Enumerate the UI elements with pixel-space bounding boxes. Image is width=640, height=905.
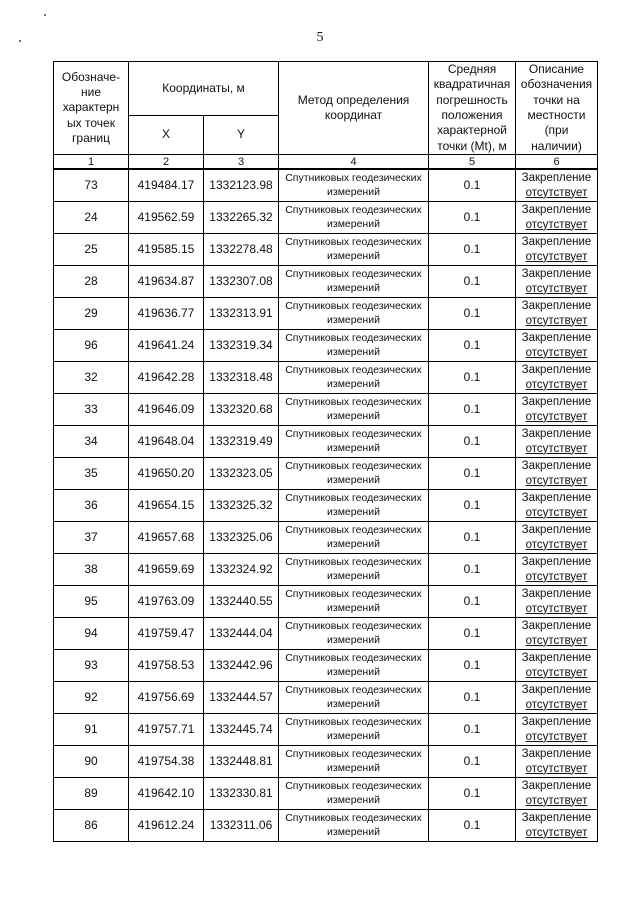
description-line-1: Закрепление — [521, 363, 592, 376]
description-line-2: отсутствует — [525, 506, 588, 519]
description-cell — [516, 458, 598, 490]
y-coordinate: 1332265.32 — [204, 202, 279, 234]
accuracy-cell: 0.1 — [429, 522, 516, 554]
column-number-row — [54, 155, 598, 170]
y-coordinate: 1332320.68 — [204, 394, 279, 426]
accuracy-cell: 0.1 — [429, 202, 516, 234]
table-row — [54, 490, 598, 522]
table-row — [54, 778, 598, 810]
y-coordinate: 1332325.06 — [204, 522, 279, 554]
description-line-1: Закрепление — [521, 523, 592, 536]
table-header — [54, 62, 598, 170]
x-coordinate: 419654.15 — [129, 490, 204, 522]
description-cell — [516, 202, 598, 234]
table-row — [54, 234, 598, 266]
description-cell — [516, 682, 598, 714]
accuracy-cell: 0.1 — [429, 650, 516, 682]
point-number: 33 — [54, 394, 129, 426]
point-number: 34 — [54, 426, 129, 458]
column-number: 6 — [516, 155, 598, 170]
description-line-1: Закрепление — [521, 299, 592, 312]
method-cell: Спутниковых геодезических измерений — [279, 169, 429, 202]
description-line-2: отсутствует — [525, 282, 588, 295]
description-line-1: Закрепление — [521, 715, 592, 728]
x-coordinate: 419612.24 — [129, 810, 204, 842]
accuracy-cell: 0.1 — [429, 810, 516, 842]
table-row — [54, 169, 598, 202]
description-line-1: Закрепление — [521, 779, 592, 792]
description-line-1: Закрепление — [521, 491, 592, 504]
point-number: 86 — [54, 810, 129, 842]
accuracy-cell: 0.1 — [429, 714, 516, 746]
y-coordinate: 1332319.34 — [204, 330, 279, 362]
x-coordinate: 419650.20 — [129, 458, 204, 490]
description-line-2: отсутствует — [525, 570, 588, 583]
description-cell — [516, 394, 598, 426]
x-coordinate: 419642.10 — [129, 778, 204, 810]
y-coordinate: 1332307.08 — [204, 266, 279, 298]
description-cell — [516, 426, 598, 458]
description-line-2: отсутствует — [525, 186, 588, 199]
method-cell: Спутниковых геодезических измерений — [279, 618, 429, 650]
table-row — [54, 394, 598, 426]
x-coordinate: 419562.59 — [129, 202, 204, 234]
method-cell: Спутниковых геодезических измерений — [279, 266, 429, 298]
description-line-2: отсутствует — [525, 378, 588, 391]
point-number: 89 — [54, 778, 129, 810]
table-row — [54, 330, 598, 362]
y-coordinate: 1332278.48 — [204, 234, 279, 266]
method-cell: Спутниковых геодезических измерений — [279, 778, 429, 810]
header-x: X — [129, 116, 204, 155]
accuracy-cell: 0.1 — [429, 362, 516, 394]
description-line-1: Закрепление — [521, 683, 592, 696]
description-cell — [516, 650, 598, 682]
method-cell: Спутниковых геодезических измерений — [279, 202, 429, 234]
accuracy-cell: 0.1 — [429, 266, 516, 298]
description-line-1: Закрепление — [521, 811, 592, 824]
accuracy-cell: 0.1 — [429, 426, 516, 458]
description-line-2: отсутствует — [525, 666, 588, 679]
accuracy-cell: 0.1 — [429, 490, 516, 522]
method-cell: Спутниковых геодезических измерений — [279, 234, 429, 266]
y-coordinate: 1332442.96 — [204, 650, 279, 682]
description-line-1: Закрепление — [521, 267, 592, 280]
method-cell: Спутниковых геодезических измерений — [279, 650, 429, 682]
method-cell: Спутниковых геодезических измерений — [279, 714, 429, 746]
y-coordinate: 1332440.55 — [204, 586, 279, 618]
description-line-2: отсутствует — [525, 730, 588, 743]
description-line-2: отсутствует — [525, 602, 588, 615]
x-coordinate: 419636.77 — [129, 298, 204, 330]
point-number: 32 — [54, 362, 129, 394]
description-line-1: Закрепление — [521, 619, 592, 632]
table-row — [54, 522, 598, 554]
y-coordinate: 1332311.06 — [204, 810, 279, 842]
description-line-2: отсутствует — [525, 698, 588, 711]
point-number: 37 — [54, 522, 129, 554]
point-number: 36 — [54, 490, 129, 522]
description-cell — [516, 522, 598, 554]
description-line-1: Закрепление — [521, 171, 592, 184]
column-number: 2 — [129, 155, 204, 170]
y-coordinate: 1332325.32 — [204, 490, 279, 522]
method-cell: Спутниковых геодезических измерений — [279, 554, 429, 586]
header-y: Y — [204, 116, 279, 155]
description-cell — [516, 810, 598, 842]
description-line-2: отсутствует — [525, 634, 588, 647]
description-line-1: Закрепление — [521, 395, 592, 408]
accuracy-cell: 0.1 — [429, 169, 516, 202]
description-line-1: Закрепление — [521, 587, 592, 600]
x-coordinate: 419754.38 — [129, 746, 204, 778]
point-number: 91 — [54, 714, 129, 746]
description-cell — [516, 266, 598, 298]
y-coordinate: 1332444.57 — [204, 682, 279, 714]
header-accuracy: Средняя квадратичная погрешность положения характерной точки (Mt), м — [429, 62, 516, 155]
scan-speck — [44, 14, 46, 16]
table-row — [54, 618, 598, 650]
accuracy-cell: 0.1 — [429, 394, 516, 426]
y-coordinate: 1332324.92 — [204, 554, 279, 586]
description-line-2: отсутствует — [525, 794, 588, 807]
page-number: 5 — [316, 30, 324, 45]
y-coordinate: 1332448.81 — [204, 746, 279, 778]
point-number: 73 — [54, 169, 129, 202]
table-row — [54, 266, 598, 298]
x-coordinate: 419641.24 — [129, 330, 204, 362]
point-number: 35 — [54, 458, 129, 490]
accuracy-cell: 0.1 — [429, 298, 516, 330]
method-cell: Спутниковых геодезических измерений — [279, 490, 429, 522]
description-line-1: Закрепление — [521, 459, 592, 472]
description-cell — [516, 778, 598, 810]
point-number: 90 — [54, 746, 129, 778]
x-coordinate: 419657.68 — [129, 522, 204, 554]
method-cell: Спутниковых геодезических измерений — [279, 810, 429, 842]
point-number: 28 — [54, 266, 129, 298]
table-row — [54, 426, 598, 458]
header-description: Описание обозначения точки на местности (при наличии) — [516, 62, 598, 155]
y-coordinate: 1332444.04 — [204, 618, 279, 650]
description-line-2: отсутствует — [525, 314, 588, 327]
table-body — [54, 169, 598, 842]
table-row — [54, 586, 598, 618]
x-coordinate: 419756.69 — [129, 682, 204, 714]
accuracy-cell: 0.1 — [429, 458, 516, 490]
point-number: 93 — [54, 650, 129, 682]
description-line-1: Закрепление — [521, 651, 592, 664]
description-cell — [516, 298, 598, 330]
x-coordinate: 419642.28 — [129, 362, 204, 394]
description-line-2: отсутствует — [525, 826, 588, 839]
method-cell: Спутниковых геодезических измерений — [279, 330, 429, 362]
point-number: 24 — [54, 202, 129, 234]
method-cell: Спутниковых геодезических измерений — [279, 586, 429, 618]
table-row — [54, 682, 598, 714]
header-coordinates: Координаты, м — [129, 62, 279, 116]
point-number: 29 — [54, 298, 129, 330]
description-line-1: Закрепление — [521, 235, 592, 248]
y-coordinate: 1332319.49 — [204, 426, 279, 458]
x-coordinate: 419646.09 — [129, 394, 204, 426]
column-number: 3 — [204, 155, 279, 170]
description-line-2: отсутствует — [525, 218, 588, 231]
point-number: 25 — [54, 234, 129, 266]
coordinates-table — [53, 61, 598, 842]
description-cell — [516, 234, 598, 266]
x-coordinate: 419758.53 — [129, 650, 204, 682]
description-line-1: Закрепление — [521, 555, 592, 568]
column-number: 5 — [429, 155, 516, 170]
table-row — [54, 650, 598, 682]
description-line-1: Закрепление — [521, 203, 592, 216]
description-line-1: Закрепление — [521, 427, 592, 440]
method-cell: Спутниковых геодезических измерений — [279, 362, 429, 394]
accuracy-cell: 0.1 — [429, 618, 516, 650]
description-line-1: Закрепление — [521, 331, 592, 344]
description-cell — [516, 746, 598, 778]
description-cell — [516, 586, 598, 618]
description-cell — [516, 714, 598, 746]
point-number: 96 — [54, 330, 129, 362]
point-number: 92 — [54, 682, 129, 714]
accuracy-cell: 0.1 — [429, 586, 516, 618]
method-cell: Спутниковых геодезических измерений — [279, 298, 429, 330]
table-row — [54, 810, 598, 842]
description-line-2: отсутствует — [525, 250, 588, 263]
y-coordinate: 1332330.81 — [204, 778, 279, 810]
description-line-2: отсутствует — [525, 538, 588, 551]
accuracy-cell: 0.1 — [429, 746, 516, 778]
x-coordinate: 419659.69 — [129, 554, 204, 586]
x-coordinate: 419757.71 — [129, 714, 204, 746]
accuracy-cell: 0.1 — [429, 554, 516, 586]
method-cell: Спутниковых геодезических измерений — [279, 682, 429, 714]
point-number: 38 — [54, 554, 129, 586]
header-point-designation: Обозначе-ние характерн ых точек границ — [54, 62, 129, 155]
method-cell: Спутниковых геодезических измерений — [279, 746, 429, 778]
description-line-2: отсутствует — [525, 346, 588, 359]
table-row — [54, 458, 598, 490]
description-line-1: Закрепление — [521, 747, 592, 760]
x-coordinate: 419484.17 — [129, 169, 204, 202]
description-line-2: отсутствует — [525, 474, 588, 487]
x-coordinate: 419585.15 — [129, 234, 204, 266]
method-cell: Спутниковых геодезических измерений — [279, 426, 429, 458]
method-cell: Спутниковых геодезических измерений — [279, 458, 429, 490]
accuracy-cell: 0.1 — [429, 682, 516, 714]
table-row — [54, 202, 598, 234]
x-coordinate: 419763.09 — [129, 586, 204, 618]
description-line-2: отсутствует — [525, 410, 588, 423]
column-number: 4 — [279, 155, 429, 170]
description-cell — [516, 362, 598, 394]
description-cell — [516, 618, 598, 650]
description-cell — [516, 169, 598, 202]
accuracy-cell: 0.1 — [429, 330, 516, 362]
y-coordinate: 1332445.74 — [204, 714, 279, 746]
table-row — [54, 362, 598, 394]
method-cell: Спутниковых геодезических измерений — [279, 394, 429, 426]
accuracy-cell: 0.1 — [429, 234, 516, 266]
description-cell — [516, 554, 598, 586]
description-cell — [516, 490, 598, 522]
column-number: 1 — [54, 155, 129, 170]
description-line-2: отсутствует — [525, 762, 588, 775]
y-coordinate: 1332318.48 — [204, 362, 279, 394]
description-cell — [516, 330, 598, 362]
point-number: 95 — [54, 586, 129, 618]
x-coordinate: 419634.87 — [129, 266, 204, 298]
description-line-2: отсутствует — [525, 442, 588, 455]
y-coordinate: 1332323.05 — [204, 458, 279, 490]
y-coordinate: 1332123.98 — [204, 169, 279, 202]
method-cell: Спутниковых геодезических измерений — [279, 522, 429, 554]
table-row — [54, 746, 598, 778]
table-row — [54, 554, 598, 586]
x-coordinate: 419759.47 — [129, 618, 204, 650]
y-coordinate: 1332313.91 — [204, 298, 279, 330]
header-method: Метод определения координат — [279, 62, 429, 155]
table-row — [54, 298, 598, 330]
table-row — [54, 714, 598, 746]
accuracy-cell: 0.1 — [429, 778, 516, 810]
point-number: 94 — [54, 618, 129, 650]
x-coordinate: 419648.04 — [129, 426, 204, 458]
